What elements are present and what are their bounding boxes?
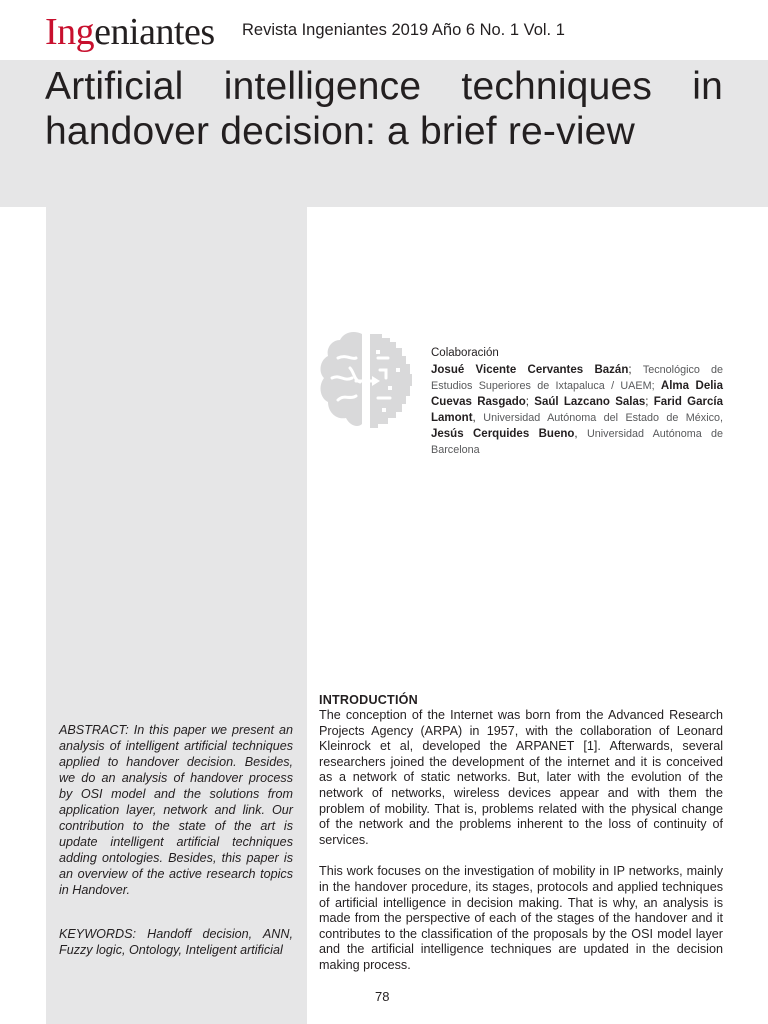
page-number: 78 [375,989,390,1004]
author-separator: ; [525,396,535,408]
journal-logo [45,8,215,56]
author-name: Saúl Lazcano Salas [534,396,646,408]
author-separator: ; [645,396,654,408]
page-header [0,0,768,60]
author-separator: ; [628,364,643,376]
intro-paragraph: The conception of the Internet was born from the Advanced Research Projects Agency (ARPA) in 1957, with the collaboration of Leonard Kleinrock et al, developed the ARPANET [1]. Afterwards, several researchers joined the development of the internet and it is conceived as a network of static networks. But, later with the evolution of the network of networks, wireless devices appear and with them the problem of mobility. That is, problems related with the physical change of the network and the problems inherent to the loss of continuity of services. [319,708,723,847]
author-separator: , [574,428,587,440]
author-name: Josué Vicente Cervantes Bazán [431,364,629,376]
author-name: Alma Delia Cuevas Rasgado [431,380,723,408]
collaboration-block [431,345,723,458]
keywords-text: KEYWORDS: Handoff decision, ANN, Fuzzy logic, Ontology, Inteligent artificial [59,927,293,957]
author-name: Farid García Lamont [431,396,723,424]
journal-info: Revista Ingeniantes 2019 Año 6 No. 1 Vol. 1 [242,21,565,39]
author-affiliation: Tecnológico de Estudios Superiores de Ixtapaluca / UAEM; [431,364,724,392]
brain-icon [316,328,416,434]
section-heading: INTRODUCTIÓN [319,693,418,707]
logo-part-dark: eniantes [94,11,215,53]
collaboration-label: Colaboración [431,347,499,359]
author-affiliation: Universidad Autónoma de Barcelona [431,428,723,456]
abstract-column [46,207,307,1024]
author-list [431,362,723,458]
author-affiliation: Universidad Autónoma del Estado de México, [483,412,723,424]
introduction-section [319,692,723,974]
author-name: Jesús Cerquides Bueno [431,428,575,440]
intro-paragraph: This work focuses on the investigation of mobility in IP networks, mainly in the handover procedure, its stages, protocols and applied techniques of artificial intelligence in decision making. That is why, an analysis is made from the perspective of each of the stages of the handover and it contributes to the classification of the proposals by the OSI model layer and the artificial intelligence techniques are updated in the decision making process. [319,864,723,972]
author-separator: , [472,412,484,424]
logo-part-red: Ing [45,11,95,53]
article-title: Artificial intelligence techniques in handover decision: a brief re-view [45,65,723,153]
abstract-text: ABSTRACT: In this paper we present an analysis of intelligent artificial techniques applied to handover decision. Besides, we do an analysis of handover process by OSI model and the solutions from application layer, network and link. Our contribution to the state of the art is update intelligent artificial techniques adding ontologies. Besides, this paper is an overview of the active research topics in Handover. [59,723,293,897]
